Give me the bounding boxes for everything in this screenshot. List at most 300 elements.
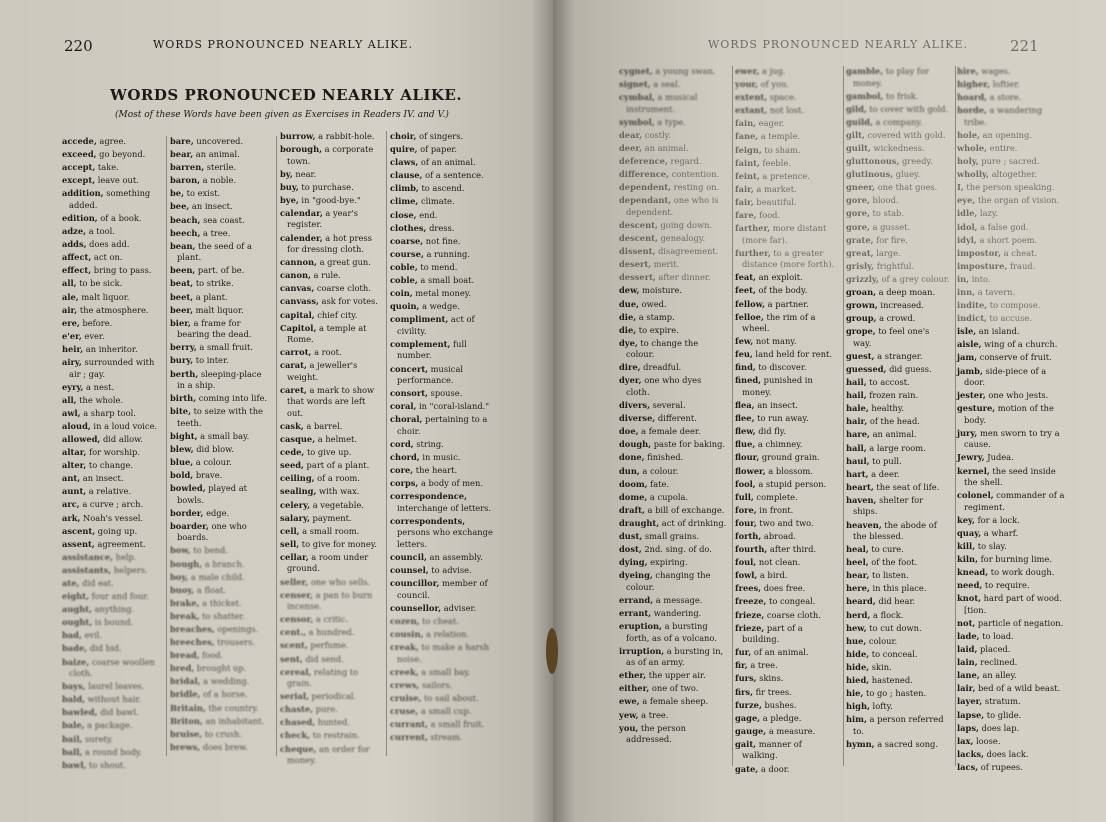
word-entry bbox=[390, 339, 498, 362]
word-term: yew, bbox=[619, 709, 639, 720]
word-entry bbox=[170, 292, 272, 304]
word-entry bbox=[280, 500, 382, 512]
word-entry bbox=[62, 292, 162, 304]
word-definition: adviser. bbox=[441, 602, 477, 613]
word-definition: climate. bbox=[418, 196, 455, 207]
word-definition: wandering. bbox=[651, 607, 702, 618]
word-entry bbox=[619, 79, 727, 91]
word-entry bbox=[280, 640, 382, 652]
word-definition: entire. bbox=[987, 142, 1018, 153]
word-term: assistance, bbox=[62, 551, 114, 562]
word-entry bbox=[846, 156, 950, 168]
word-definition: a relation. bbox=[423, 628, 470, 639]
word-definition: a tree. bbox=[638, 709, 669, 720]
word-entry bbox=[735, 557, 839, 569]
word-entry bbox=[62, 486, 162, 498]
word-definition: trousers. bbox=[214, 637, 255, 648]
word-term: dye, bbox=[619, 337, 638, 348]
word-term: farther, bbox=[735, 223, 771, 234]
word-entry bbox=[170, 175, 272, 187]
word-term: extant, bbox=[735, 105, 768, 116]
word-term: adze, bbox=[62, 226, 87, 237]
word-term: cruise, bbox=[390, 692, 422, 703]
word-entry bbox=[846, 456, 950, 468]
word-term: felloe, bbox=[735, 311, 764, 322]
word-definition: uncovered. bbox=[193, 136, 244, 146]
word-term: heal, bbox=[846, 544, 869, 555]
word-term: you, bbox=[619, 722, 639, 733]
word-term: bear, bbox=[170, 149, 194, 160]
word-definition: one of two. bbox=[649, 683, 699, 694]
word-entry bbox=[62, 239, 162, 251]
word-definition: of an animal. bbox=[418, 157, 476, 168]
word-term: burrow, bbox=[280, 131, 316, 141]
word-definition: different. bbox=[655, 413, 697, 424]
word-entry bbox=[619, 696, 727, 708]
word-entry bbox=[170, 355, 272, 367]
word-term: ate, bbox=[62, 578, 80, 588]
running-head: WORDS PRONOUNCED NEARLY ALIKE. bbox=[708, 38, 969, 51]
word-definition: with wax. bbox=[316, 486, 360, 497]
word-term: chord, bbox=[390, 451, 420, 462]
word-definition: to bend. bbox=[190, 545, 228, 556]
word-entry bbox=[390, 616, 498, 628]
word-term: lapse, bbox=[957, 709, 985, 720]
word-term: complement, bbox=[390, 338, 451, 349]
word-entry bbox=[735, 171, 839, 183]
word-definition: a temple. bbox=[758, 131, 801, 142]
word-entry bbox=[846, 66, 950, 89]
word-definition: did fly. bbox=[755, 426, 786, 437]
word-entry bbox=[62, 382, 162, 394]
column-rule bbox=[955, 66, 956, 766]
word-definition: increased. bbox=[877, 300, 925, 311]
word-definition: does lack. bbox=[983, 748, 1029, 759]
word-term: beat, bbox=[170, 278, 194, 289]
word-definition: for a lock. bbox=[974, 514, 1020, 525]
word-entry bbox=[619, 375, 727, 398]
word-entry bbox=[846, 416, 950, 428]
word-definition: abroad. bbox=[761, 531, 796, 541]
word-entry bbox=[390, 288, 498, 300]
word-definition: stratum. bbox=[982, 696, 1021, 707]
word-definition: member of council. bbox=[397, 578, 488, 600]
word-definition: pure ; sacred. bbox=[978, 156, 1040, 167]
word-entry bbox=[957, 657, 1067, 669]
word-entry bbox=[957, 248, 1067, 260]
word-entry bbox=[62, 591, 162, 603]
word-entry bbox=[735, 131, 839, 143]
word-definition: Judea. bbox=[984, 452, 1014, 463]
word-definition: does brew. bbox=[200, 741, 248, 752]
word-definition: motion of the body. bbox=[964, 403, 1054, 425]
word-entry bbox=[735, 518, 839, 530]
word-definition: the seed inside the shell. bbox=[964, 465, 1056, 488]
word-entry bbox=[846, 326, 950, 349]
word-definition: a company. bbox=[872, 116, 923, 127]
word-definition: healthy. bbox=[868, 403, 905, 414]
word-definition: an order for money. bbox=[287, 743, 370, 766]
word-entry bbox=[846, 300, 950, 312]
word-term: been, bbox=[170, 265, 196, 276]
word-term: clause, bbox=[390, 170, 423, 181]
word-term: Capitol, bbox=[280, 322, 317, 333]
word-definition: genealogy. bbox=[657, 233, 706, 244]
word-entry bbox=[846, 313, 950, 325]
word-entry bbox=[280, 421, 382, 433]
word-definition: a short poem. bbox=[976, 234, 1038, 245]
word-term: coble, bbox=[390, 261, 418, 272]
word-entry bbox=[846, 610, 950, 622]
word-entry bbox=[735, 544, 839, 556]
word-entry bbox=[846, 688, 950, 700]
word-term: brake, bbox=[170, 597, 200, 608]
word-definition: the whole. bbox=[76, 394, 124, 405]
word-entry bbox=[619, 259, 727, 271]
word-definition: surrounded with air ; gay. bbox=[69, 357, 155, 379]
word-term: doe, bbox=[619, 426, 639, 437]
word-entry bbox=[619, 325, 727, 337]
word-definition: act of drinking. bbox=[659, 517, 727, 528]
word-definition: manner of walking. bbox=[742, 738, 802, 761]
word-entry bbox=[390, 249, 498, 261]
word-term: birth, bbox=[170, 393, 197, 404]
word-term: indict, bbox=[957, 313, 987, 324]
word-definition: to expire. bbox=[636, 324, 679, 335]
word-entry bbox=[957, 593, 1067, 616]
word-term: borough, bbox=[280, 144, 322, 155]
word-entry bbox=[280, 208, 382, 231]
word-definition: one who jests. bbox=[985, 390, 1049, 401]
word-definition: of you. bbox=[758, 79, 790, 90]
word-definition: complete. bbox=[753, 491, 798, 502]
word-entry bbox=[170, 676, 272, 688]
word-definition: end. bbox=[416, 209, 438, 220]
word-entry bbox=[735, 623, 839, 646]
word-definition: act on. bbox=[91, 252, 123, 263]
word-definition: of the head. bbox=[867, 416, 920, 427]
word-term: heart, bbox=[846, 481, 874, 492]
word-term: celery, bbox=[280, 499, 311, 510]
word-term: boarder, bbox=[170, 520, 209, 531]
word-definition: did hear. bbox=[875, 596, 916, 607]
word-term: cygnet, bbox=[619, 66, 653, 76]
word-entry bbox=[735, 479, 839, 491]
word-term: cede, bbox=[280, 447, 305, 458]
word-entry bbox=[619, 439, 727, 451]
word-definition: the upper air. bbox=[646, 670, 706, 681]
word-term: full, bbox=[735, 491, 754, 502]
word-term: break, bbox=[170, 610, 200, 621]
column-rule bbox=[166, 136, 167, 756]
word-term: bawled, bbox=[62, 707, 98, 718]
word-entry bbox=[735, 400, 839, 412]
word-definition: a large room. bbox=[866, 442, 926, 453]
word-entry bbox=[957, 580, 1067, 592]
word-definition: the organ of vision. bbox=[975, 195, 1060, 206]
word-term: choir, bbox=[390, 131, 417, 141]
word-definition: a crowd. bbox=[876, 313, 916, 324]
word-entry bbox=[170, 508, 272, 520]
word-entry bbox=[390, 301, 498, 313]
word-term: die, bbox=[619, 324, 637, 335]
word-term: dost, bbox=[619, 544, 642, 555]
word-definition: edge. bbox=[203, 507, 230, 518]
word-entry bbox=[170, 585, 272, 597]
word-definition: not lost. bbox=[767, 105, 805, 116]
word-entry bbox=[846, 182, 950, 194]
word-definition: a body of men. bbox=[418, 478, 483, 489]
word-definition: finished. bbox=[644, 452, 684, 463]
word-definition: a door. bbox=[758, 763, 790, 774]
word-definition: agree. bbox=[96, 136, 127, 146]
word-entry bbox=[957, 156, 1067, 168]
word-term: ant, bbox=[62, 473, 81, 484]
word-definition: skins. bbox=[756, 673, 784, 684]
word-term: baron, bbox=[170, 175, 201, 186]
word-term: buy, bbox=[280, 181, 299, 192]
word-definition: to accost. bbox=[866, 377, 910, 388]
word-definition: leave out. bbox=[95, 175, 139, 186]
word-entry bbox=[957, 428, 1067, 451]
word-entry bbox=[957, 352, 1067, 364]
word-term: chaste, bbox=[280, 704, 314, 715]
word-definition: spouse. bbox=[427, 388, 463, 399]
word-entry bbox=[390, 516, 498, 551]
word-term: hied, bbox=[846, 675, 870, 686]
word-term: gilt, bbox=[846, 129, 865, 140]
word-term: affect, bbox=[62, 252, 92, 263]
word-entry bbox=[957, 618, 1067, 630]
word-term: cousin, bbox=[390, 628, 424, 639]
word-definition: to feel one's way. bbox=[853, 326, 930, 348]
word-term: blew, bbox=[170, 443, 194, 454]
word-term: errand, bbox=[619, 594, 654, 605]
word-entry bbox=[846, 364, 950, 376]
word-definition: to play for money. bbox=[853, 66, 929, 88]
word-definition: food. bbox=[199, 650, 224, 661]
word-term: except, bbox=[62, 175, 96, 186]
word-definition: blood. bbox=[869, 195, 899, 206]
word-definition: brave. bbox=[193, 470, 223, 481]
word-term: grizzly, bbox=[846, 273, 879, 284]
word-entry bbox=[280, 347, 382, 359]
word-definition: to pull. bbox=[869, 455, 902, 466]
word-entry bbox=[390, 157, 498, 169]
word-term: censor, bbox=[280, 614, 314, 625]
word-entry bbox=[390, 732, 498, 744]
word-term: baize, bbox=[62, 656, 90, 667]
word-definition: an animal. bbox=[869, 429, 917, 440]
word-definition: does add. bbox=[86, 239, 130, 250]
word-term: aught, bbox=[62, 604, 92, 615]
word-definition: a bird. bbox=[757, 570, 788, 581]
word-definition: a market. bbox=[753, 183, 797, 194]
word-entry bbox=[280, 296, 382, 308]
word-definition: a bill of exchange. bbox=[644, 504, 725, 515]
word-entry bbox=[170, 318, 272, 341]
word-term: airy, bbox=[62, 357, 82, 367]
word-term: dissent, bbox=[619, 246, 656, 257]
word-entry bbox=[170, 265, 272, 277]
word-term: hail, bbox=[846, 377, 867, 388]
word-entry bbox=[846, 403, 950, 415]
word-definition: beautiful. bbox=[753, 196, 797, 207]
word-definition: after dinner. bbox=[655, 272, 711, 283]
word-term: descent, bbox=[619, 219, 658, 230]
word-definition: stream. bbox=[427, 732, 463, 743]
word-definition: musical performance. bbox=[397, 363, 464, 385]
word-entry bbox=[619, 143, 727, 155]
word-definition: an inheritor. bbox=[83, 343, 138, 354]
word-definition: did bawl. bbox=[97, 707, 139, 718]
word-entry bbox=[170, 406, 272, 429]
word-term: serial, bbox=[280, 691, 309, 702]
word-entry bbox=[280, 539, 382, 551]
word-definition: to change the colour. bbox=[626, 337, 699, 360]
word-definition: to accuse. bbox=[986, 313, 1032, 324]
word-definition: brought up. bbox=[194, 663, 247, 674]
word-term: ale, bbox=[62, 291, 79, 302]
word-term: current, bbox=[390, 732, 428, 743]
word-entry bbox=[280, 283, 382, 295]
word-entry bbox=[957, 528, 1067, 540]
word-definition: going up. bbox=[95, 525, 138, 536]
word-term: haven, bbox=[846, 494, 877, 505]
word-term: heard, bbox=[846, 596, 876, 607]
word-term: isle, bbox=[957, 326, 977, 337]
word-term: dew, bbox=[619, 285, 640, 296]
word-entry bbox=[390, 491, 498, 514]
word-term: jester, bbox=[957, 390, 986, 401]
word-term: gneer, bbox=[846, 182, 876, 193]
word-definition: agreement. bbox=[94, 538, 146, 549]
word-entry bbox=[170, 650, 272, 662]
word-definition: to shout. bbox=[86, 759, 126, 770]
word-definition: a cheat. bbox=[1000, 247, 1038, 258]
word-definition: a great gun. bbox=[316, 257, 371, 268]
word-entry bbox=[170, 663, 272, 675]
word-definition: a package. bbox=[84, 720, 133, 731]
word-definition: the country. bbox=[205, 702, 259, 713]
word-definition: part of a plant. bbox=[303, 460, 370, 471]
word-term: great, bbox=[846, 247, 874, 258]
word-term: cymbal, bbox=[619, 92, 655, 103]
word-definition: of the foot. bbox=[868, 557, 918, 568]
word-entry bbox=[735, 375, 839, 398]
word-term: counsellor, bbox=[390, 602, 442, 613]
word-term: freeze, bbox=[735, 596, 767, 607]
word-definition: to discover. bbox=[755, 362, 807, 373]
word-definition: wages. bbox=[978, 66, 1011, 76]
word-entry bbox=[957, 683, 1067, 695]
word-definition: a helmet. bbox=[315, 434, 357, 445]
word-term: concert, bbox=[390, 363, 429, 374]
word-term: haul, bbox=[846, 455, 870, 466]
word-term: currant, bbox=[390, 718, 428, 729]
word-definition: to exist. bbox=[183, 188, 221, 199]
word-entry bbox=[280, 460, 382, 472]
word-term: claws, bbox=[390, 157, 419, 168]
word-term: climb, bbox=[390, 183, 419, 194]
word-term: gore, bbox=[846, 221, 870, 232]
word-definition: a pledge. bbox=[760, 712, 802, 723]
word-term: coarse, bbox=[390, 235, 424, 246]
word-entry bbox=[846, 351, 950, 363]
word-definition: an inhabitant. bbox=[202, 715, 265, 726]
word-term: bred, bbox=[170, 663, 195, 674]
word-term: gore, bbox=[846, 208, 870, 219]
word-entry bbox=[62, 552, 162, 564]
word-term: canvass, bbox=[280, 296, 319, 307]
word-term: bury, bbox=[170, 355, 194, 366]
word-term: course, bbox=[390, 248, 424, 259]
word-definition: a cupola. bbox=[647, 491, 689, 502]
word-term: furs, bbox=[735, 673, 757, 684]
word-definition: merit. bbox=[651, 259, 680, 270]
word-entry bbox=[957, 169, 1067, 181]
word-term: few, bbox=[735, 336, 754, 347]
word-entry bbox=[62, 213, 162, 225]
word-entry bbox=[62, 318, 162, 330]
word-entry bbox=[957, 287, 1067, 299]
word-term: aunt, bbox=[62, 486, 87, 497]
word-entry bbox=[390, 414, 498, 437]
word-definition: resting on. bbox=[671, 182, 720, 193]
word-entry bbox=[619, 312, 727, 324]
word-definition: a small bay. bbox=[197, 430, 250, 441]
word-definition: a room under ground. bbox=[287, 551, 369, 574]
word-entry bbox=[62, 539, 162, 551]
word-definition: a deep moan. bbox=[876, 287, 936, 297]
word-definition: in a loud voice. bbox=[90, 420, 158, 431]
word-definition: not clean. bbox=[756, 557, 801, 568]
word-definition: persons who exchange letters. bbox=[397, 527, 493, 549]
word-term: breeches, bbox=[170, 637, 215, 648]
word-term: flour, bbox=[735, 452, 760, 463]
word-definition: a person referred to. bbox=[853, 714, 944, 736]
word-entry bbox=[390, 144, 498, 156]
word-entry bbox=[170, 559, 272, 571]
word-term: buoy, bbox=[170, 584, 195, 595]
word-definition: a frame for bearing the dead. bbox=[177, 317, 252, 340]
word-definition: to ascend. bbox=[418, 183, 465, 194]
word-term: hale, bbox=[846, 403, 869, 414]
word-definition: the person addressed. bbox=[626, 722, 686, 745]
word-definition: metal money. bbox=[412, 288, 471, 299]
word-term: knead, bbox=[957, 567, 989, 578]
word-term: seed, bbox=[280, 460, 304, 471]
word-term: close, bbox=[390, 209, 417, 220]
word-term: high, bbox=[846, 701, 870, 712]
word-term: guessed, bbox=[846, 363, 887, 374]
word-definition: wing of a church. bbox=[981, 339, 1058, 350]
word-definition: a colour. bbox=[193, 456, 232, 467]
word-definition: before. bbox=[79, 317, 113, 328]
word-entry bbox=[735, 739, 839, 762]
word-entry bbox=[390, 603, 498, 615]
word-entry bbox=[735, 285, 839, 297]
word-term: hall, bbox=[846, 442, 867, 453]
word-definition: bushes. bbox=[761, 699, 797, 710]
word-entry bbox=[957, 567, 1067, 579]
word-term: beach, bbox=[170, 214, 201, 225]
word-term: bays, bbox=[62, 681, 86, 692]
word-definition: wickedness. bbox=[870, 142, 925, 153]
word-term: be, bbox=[170, 188, 184, 199]
word-entry bbox=[846, 287, 950, 299]
word-term: ewe, bbox=[619, 696, 640, 707]
